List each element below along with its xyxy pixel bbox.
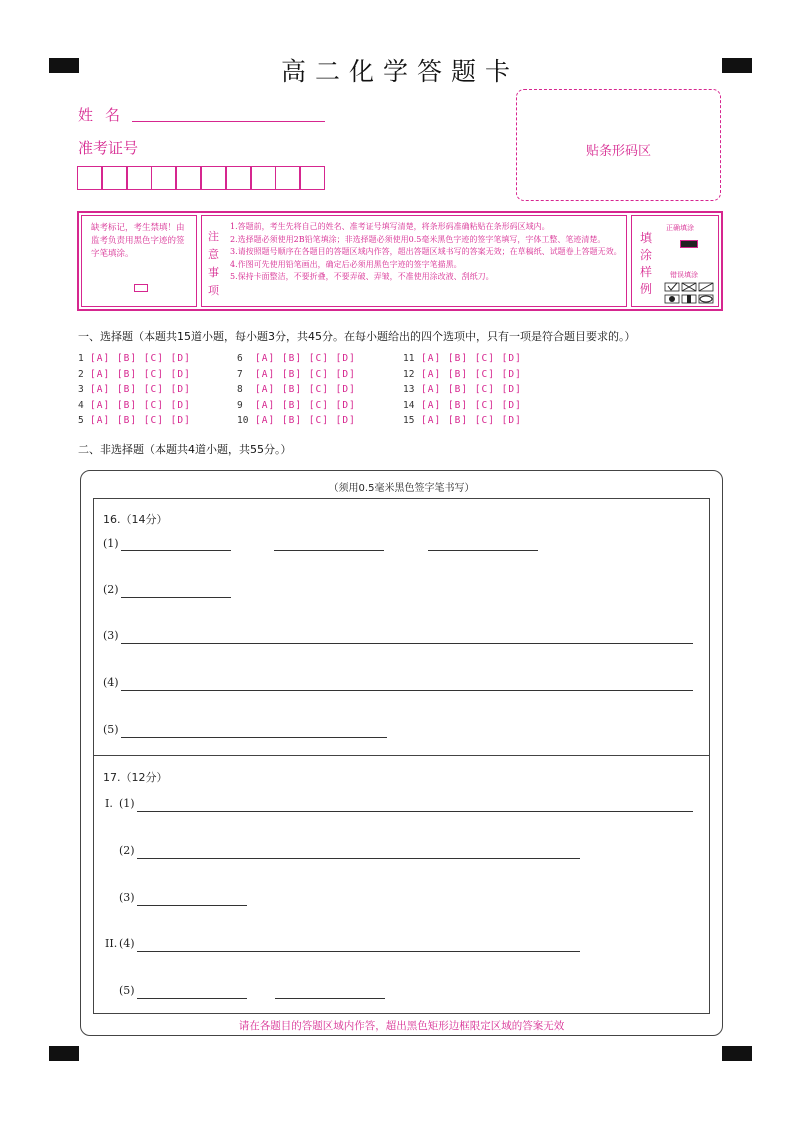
q16-part-2-label: (2) xyxy=(103,583,119,596)
dot-mark-icon xyxy=(665,295,679,303)
section2-heading: 二、非选择题（本题共4道小题，共55分。） xyxy=(78,443,292,456)
registration-mark-bottom-right xyxy=(722,1046,752,1061)
mc-question[interactable] xyxy=(237,369,356,380)
mc-options[interactable]: [A] [B] [C] [D] xyxy=(90,384,191,395)
mc-options[interactable]: [A] [B] [C] [D] xyxy=(255,415,356,426)
wrong-fill-samples xyxy=(664,282,716,306)
exam-id-digit-box[interactable] xyxy=(251,166,276,190)
mc-options[interactable]: [A] [B] [C] [D] xyxy=(255,368,356,380)
mc-question[interactable] xyxy=(403,353,522,364)
mc-question-number: 5 xyxy=(78,415,84,426)
pen-hint: （须用0.5毫米黑色签字笔书写） xyxy=(328,483,475,494)
q17-part-2-label: (2) xyxy=(119,844,135,857)
correct-fill-label: 正确填涂 xyxy=(666,224,694,232)
wrong-fill-label: 错误填涂 xyxy=(670,271,698,279)
registration-mark-bottom-left xyxy=(49,1046,79,1061)
partial-mark-icon xyxy=(682,295,696,303)
mc-question[interactable] xyxy=(78,369,191,380)
name-field[interactable] xyxy=(132,121,325,122)
q16-part-1-blank-a[interactable] xyxy=(121,550,231,551)
mc-options[interactable]: [A] [B] [C] [D] xyxy=(90,415,191,426)
mc-options[interactable]: [A] [B] [C] [D] xyxy=(255,399,356,411)
q16-title: 16.（14分） xyxy=(103,513,168,526)
mc-options[interactable]: [A] [B] [C] [D] xyxy=(421,368,522,380)
q16-part-4-blank[interactable] xyxy=(121,690,693,691)
exam-id-digit-box[interactable] xyxy=(176,166,201,190)
mc-question-number: 6 xyxy=(237,353,243,364)
instructions-panel xyxy=(201,215,627,307)
mc-options[interactable]: [A] [B] [C] [D] xyxy=(90,368,191,380)
mc-question-number: 8 xyxy=(237,384,243,395)
absent-mark-panel xyxy=(81,215,197,307)
mc-question-number: 10 xyxy=(237,415,249,426)
q16-part-3-label: (3) xyxy=(103,629,119,642)
mc-question-number: 2 xyxy=(78,368,84,380)
mc-options[interactable]: [A] [B] [C] [D] xyxy=(90,353,191,364)
mc-question[interactable] xyxy=(237,415,356,426)
check-mark-icon xyxy=(665,283,679,291)
q17-part-i-prefix: I. xyxy=(105,797,113,810)
barcode-area xyxy=(516,89,721,201)
instructions-title: 注意事项 xyxy=(208,230,219,297)
answer-inner-frame xyxy=(93,498,710,1014)
q17-part-5-label: (5) xyxy=(119,984,135,997)
mc-question-number: 12 xyxy=(403,368,415,380)
section1-heading: 一、选择题（本题共15道小题，每小题3分，共45分。在每小题给出的四个选项中，只有一项是符合题目要求的。） xyxy=(78,330,636,343)
mc-question-number: 13 xyxy=(403,384,415,395)
mc-question[interactable] xyxy=(403,400,522,411)
mc-options[interactable]: [A] [B] [C] [D] xyxy=(90,399,191,411)
q16-part-1-blank-b[interactable] xyxy=(274,550,384,551)
instruction-item: 3.请按照题号顺序在各题目的答题区域内作答，超出答题区域书写的答案无效；在草稿纸、试题卷上答题无效。 xyxy=(230,247,622,256)
mc-options[interactable]: [A] [B] [C] [D] xyxy=(421,415,522,426)
mc-question-number: 11 xyxy=(403,353,415,364)
mc-question-number: 4 xyxy=(78,399,84,411)
instruction-item: 2.选择题必须使用2B铅笔填涂；非选择题必须使用0.5毫米黑色字迹的签字笔填写，字体工整、笔迹清楚。 xyxy=(230,234,606,244)
exam-id-digit-box[interactable] xyxy=(127,166,152,190)
q17-part-4-blank[interactable] xyxy=(137,951,580,952)
mc-question[interactable] xyxy=(78,384,191,395)
mc-question-number: 14 xyxy=(403,399,415,411)
q16-part-2-blank[interactable] xyxy=(121,597,231,598)
q17-part-2-blank[interactable] xyxy=(137,858,580,859)
mc-question-number: 15 xyxy=(403,415,415,426)
mc-question[interactable] xyxy=(78,400,191,411)
exam-id-digit-box[interactable] xyxy=(226,166,251,190)
mc-question[interactable] xyxy=(237,384,356,395)
mc-options[interactable]: [A] [B] [C] [D] xyxy=(255,353,356,364)
q16-part-4-label: (4) xyxy=(103,676,119,689)
mc-options[interactable]: [A] [B] [C] [D] xyxy=(421,399,522,411)
mc-question-number: 9 xyxy=(237,399,243,411)
q16-part-3-blank[interactable] xyxy=(121,643,693,644)
q16-part-5-blank[interactable] xyxy=(121,737,387,738)
instructions-list xyxy=(230,221,624,284)
mc-question-number: 7 xyxy=(237,368,243,380)
oval-mark-icon xyxy=(699,295,713,303)
mc-question[interactable] xyxy=(403,369,522,380)
exam-id-digit-box[interactable] xyxy=(300,166,325,190)
mc-question[interactable] xyxy=(237,400,356,411)
mc-question-number: 1 xyxy=(78,353,84,364)
exam-id-digit-box[interactable] xyxy=(201,166,226,190)
q17-part-3-label: (3) xyxy=(119,891,135,904)
mc-question[interactable] xyxy=(237,353,356,364)
mc-options[interactable]: [A] [B] [C] [D] xyxy=(421,353,522,364)
mc-options[interactable]: [A] [B] [C] [D] xyxy=(255,384,356,395)
exam-id-digit-box[interactable] xyxy=(102,166,127,190)
q16-part-5-label: (5) xyxy=(103,723,119,736)
q17-part-4-label: (4) xyxy=(119,937,135,950)
exam-id-label: 准考证号 xyxy=(78,139,139,157)
mc-question[interactable] xyxy=(78,353,191,364)
absent-mark-text: 缺考标记，考生禁填！由监考负责用黑色字迹的签字笔填涂。 xyxy=(91,223,185,259)
name-label: 姓名 xyxy=(78,106,133,124)
q16-part-1-blank-c[interactable] xyxy=(428,550,538,551)
mc-question-number: 3 xyxy=(78,384,84,395)
q17-part-3-blank[interactable] xyxy=(137,905,247,906)
exam-id-digit-box[interactable] xyxy=(77,166,102,190)
q17-part-ii-prefix: II. xyxy=(105,937,118,950)
notice-box xyxy=(77,211,723,311)
slash-mark-icon xyxy=(699,283,713,291)
q17-part-5-blank-b[interactable] xyxy=(275,998,385,999)
instruction-item: 1.答题前，考生先将自己的姓名、准考证号填写清楚，将条形码准确粘贴在条形码区域内。 xyxy=(230,222,550,231)
correct-fill-sample xyxy=(680,240,698,248)
q17-part-1-blank[interactable] xyxy=(137,811,693,812)
mc-question[interactable] xyxy=(78,415,191,426)
fill-sample-title: 填涂样例 xyxy=(640,231,653,296)
absent-mark-box xyxy=(134,284,148,292)
fill-sample-panel xyxy=(631,215,719,307)
question-divider xyxy=(93,755,710,756)
page-title: 高二化学答题卡 xyxy=(280,57,519,86)
mc-options[interactable]: [A] [B] [C] [D] xyxy=(421,384,522,395)
q17-title: 17.（12分） xyxy=(103,771,168,784)
q17-part-1-label: (1) xyxy=(119,797,135,810)
exam-id-digit-box[interactable] xyxy=(275,166,300,190)
mc-question[interactable] xyxy=(403,415,522,426)
q16-part-1-label: (1) xyxy=(103,537,119,550)
barcode-label: 贴条形码区 xyxy=(585,144,651,159)
footer-note: 请在各题目的答题区域内作答，超出黑色矩形边框限定区域的答案无效 xyxy=(238,1020,565,1032)
cross-mark-icon xyxy=(682,283,696,291)
mc-question[interactable] xyxy=(403,384,522,395)
instruction-item: 5.保持卡面整洁，不要折叠，不要弄破、弄皱，不准使用涂改液、刮纸刀。 xyxy=(230,272,494,281)
q17-part-5-blank-a[interactable] xyxy=(137,998,247,999)
exam-id-digit-box[interactable] xyxy=(151,166,176,190)
instruction-item: 4.作图可先使用铅笔画出，确定后必须用黑色字迹的签字笔描黑。 xyxy=(230,259,462,269)
